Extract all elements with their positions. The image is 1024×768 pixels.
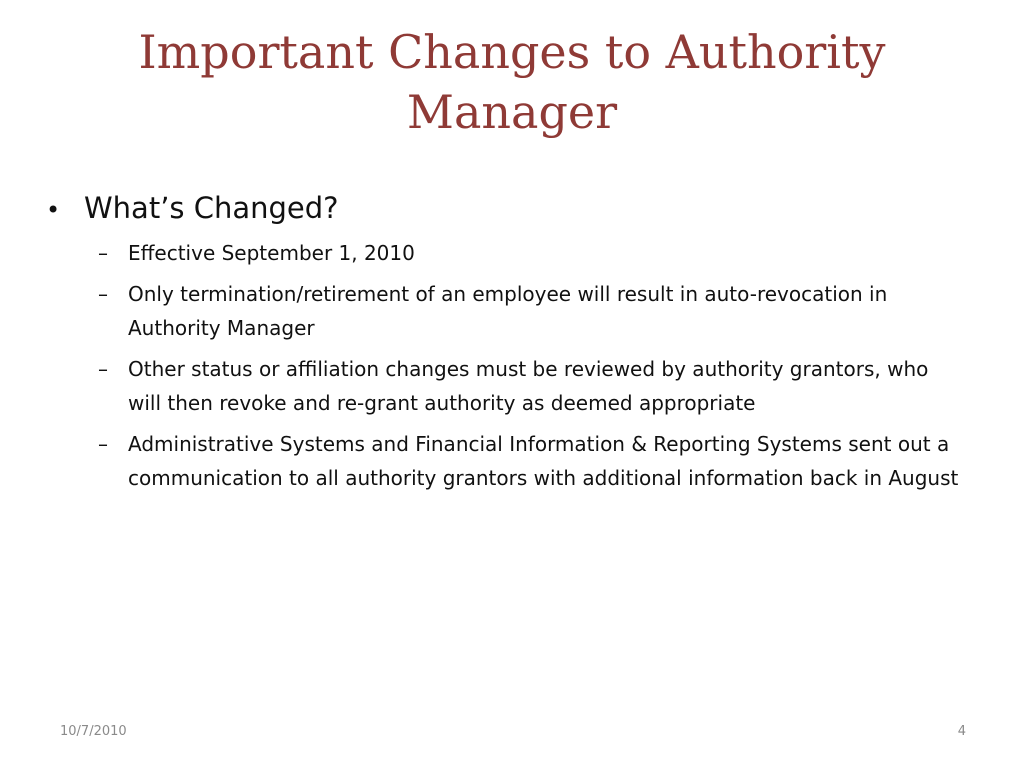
dash-marker: – bbox=[98, 241, 108, 265]
bullet-item bbox=[46, 188, 966, 230]
dash-marker: – bbox=[98, 432, 108, 456]
sub-item-text: Other status or affiliation changes must be reviewed by authority grantors, who will then revoke and re-grant authority as deemed appropriate bbox=[128, 357, 929, 415]
sub-item-text: Effective September 1, 2010 bbox=[128, 241, 415, 265]
sub-item bbox=[98, 352, 966, 420]
page-number: 4 bbox=[957, 724, 966, 739]
sub-item bbox=[98, 427, 966, 495]
sub-item-text: Only termination/retirement of an employee will result in auto-revocation in Authority Manager bbox=[128, 282, 888, 340]
sub-item bbox=[98, 236, 966, 270]
bullet-marker: • bbox=[46, 196, 61, 224]
dash-marker: – bbox=[98, 357, 108, 381]
slide-body bbox=[46, 188, 966, 502]
sub-item-text: Administrative Systems and Financial Information & Reporting Systems sent out a communication to all authority grantors with additional information back in August bbox=[128, 432, 959, 490]
slide-title: Important Changes to Authority Manager bbox=[138, 25, 886, 139]
footer-date: 10/7/2010 bbox=[60, 724, 127, 739]
sub-item bbox=[98, 277, 966, 345]
bullet-text: What’s Changed? bbox=[84, 191, 339, 225]
dash-marker: – bbox=[98, 282, 108, 306]
